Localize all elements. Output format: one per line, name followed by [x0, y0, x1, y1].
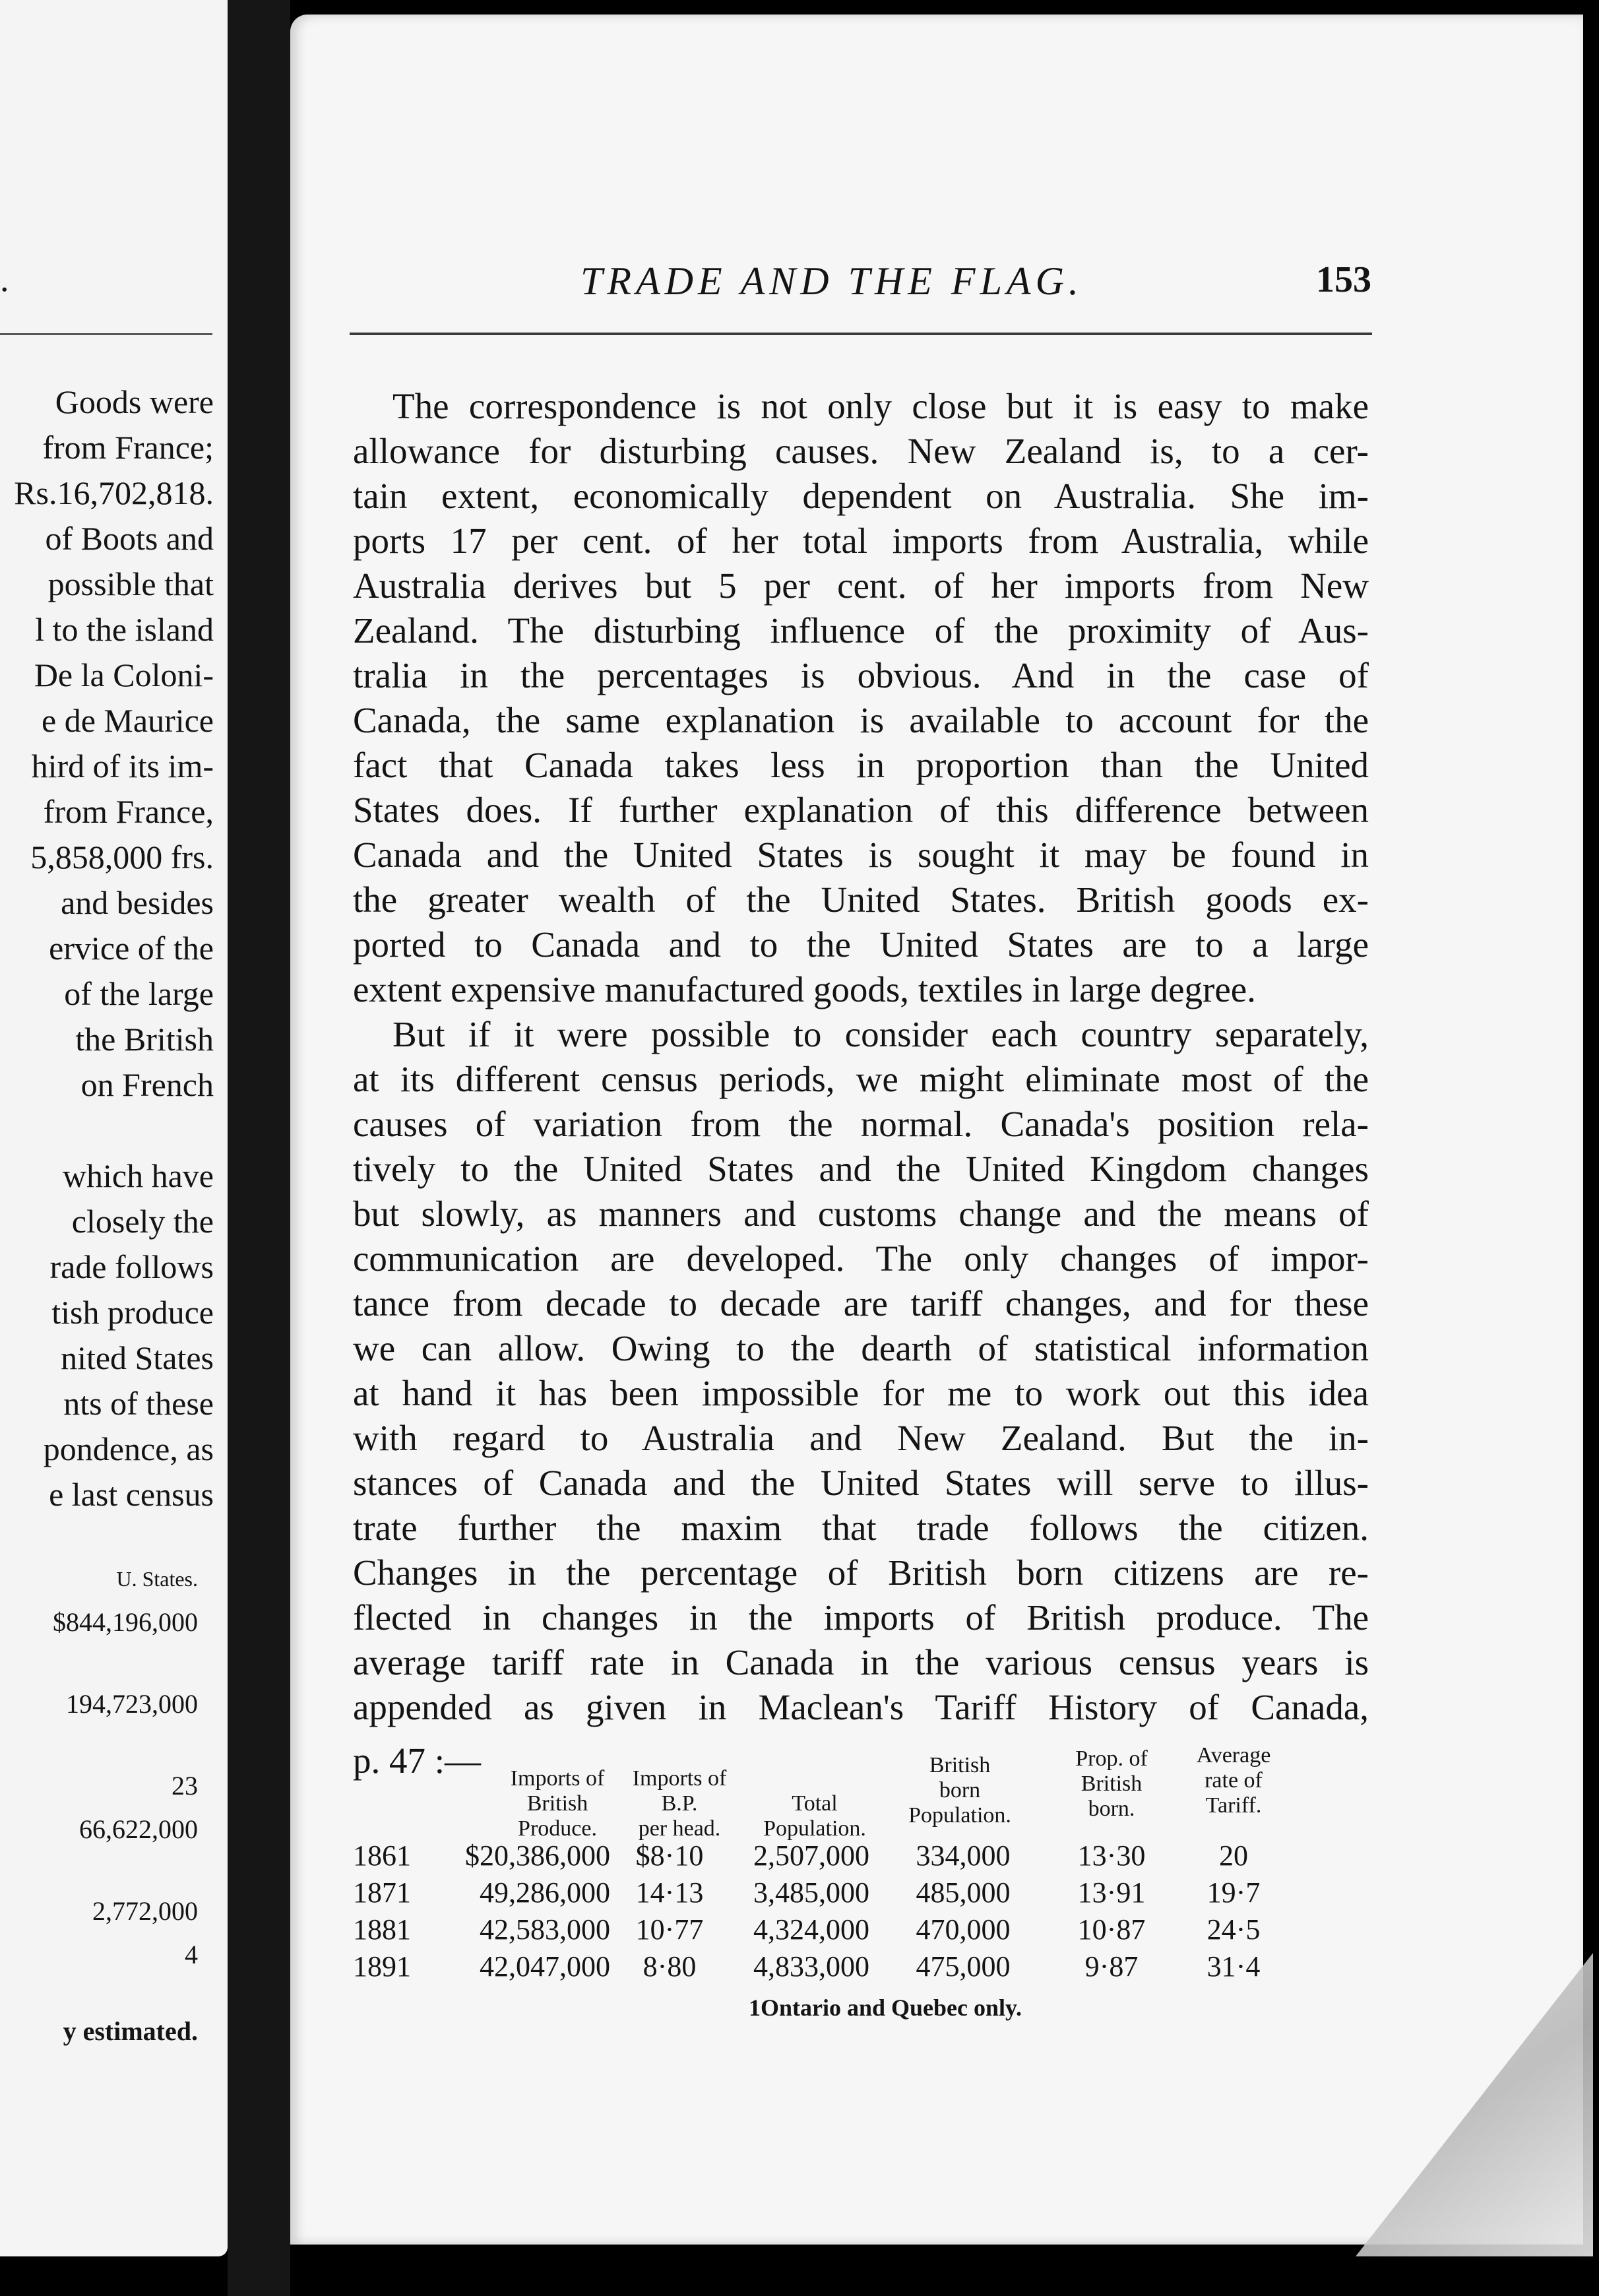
text-line: tralia in the percentages is obvious. And in the case of	[353, 655, 1369, 695]
left-page-line: e last census	[49, 1476, 214, 1513]
left-page-line: rade follows	[49, 1248, 214, 1285]
left-page-line: nts of these	[63, 1385, 214, 1422]
text-line: ports 17 per cent. of her total imports from Australia, while	[353, 521, 1369, 561]
text-line: at its different census periods, we might eliminate most of the	[353, 1059, 1369, 1099]
left-page-table-row: 4	[185, 1940, 198, 1969]
text-line: communication are developed. The only changes of impor-	[353, 1238, 1369, 1279]
text-line: Changes in the percentage of British born citizens are re-	[353, 1552, 1369, 1593]
left-page-line: e de Maurice	[42, 702, 214, 739]
header-population: Total Population.	[763, 1791, 866, 1841]
text-line: flected in changes in the imports of British produce. The	[353, 1597, 1369, 1638]
left-page-line: on French	[80, 1066, 214, 1103]
text-line: tance from decade to decade are tariff changes, and for these	[353, 1283, 1369, 1323]
page-reference: p. 47 :—	[353, 1740, 482, 1781]
table-row: 1891 42,047,000 8·80 4,833,000 475,000 9·87 31·4	[353, 1950, 1261, 1983]
header-british-born: British born Population.	[908, 1753, 1011, 1828]
left-page-line: l to the island	[35, 611, 214, 648]
right-page	[290, 15, 1583, 2245]
left-page-line: possible that	[47, 565, 214, 602]
left-page-line: tish produce	[51, 1294, 214, 1331]
left-page-line: of Boots and	[45, 520, 214, 557]
text-line: but slowly, as manners and customs change and the means of	[353, 1194, 1369, 1234]
left-page-line: hird of its im-	[31, 748, 214, 784]
left-page-table-row: y estimated.	[63, 2016, 198, 2046]
left-page-line: Rs.16,702,818.	[14, 474, 214, 511]
text-line: Zealand. The disturbing influence of the proximity of Aus-	[353, 610, 1369, 651]
left-page-rule	[0, 333, 212, 335]
text-line: States does. If further explanation of this difference between	[353, 790, 1369, 830]
left-page-line	[0, 1108, 214, 1153]
tariff-table	[353, 1740, 1382, 2024]
book-spine	[228, 0, 290, 2296]
header-per-head: Imports of B.P. per head.	[632, 1766, 727, 1841]
left-page-line: Goods were	[55, 383, 214, 420]
left-page-line: pondence, as	[43, 1430, 214, 1467]
text-line: stances of Canada and the United States will serve to illus-	[353, 1463, 1369, 1503]
left-page-table-row	[0, 1726, 198, 1764]
left-page-table-row: 66,622,000	[79, 1814, 198, 1844]
text-line: with regard to Australia and New Zealand. But the in-	[353, 1418, 1369, 1458]
left-page-mark: .	[0, 259, 9, 299]
left-page-line: of the large	[64, 975, 214, 1012]
text-line: average tariff rate in Canada in the various census years is	[353, 1642, 1369, 1682]
left-page-line: De la Coloni-	[34, 656, 214, 693]
text-line: fact that Canada takes less in proportion than the United	[353, 745, 1369, 785]
left-page-line: 5,858,000 frs.	[30, 839, 214, 876]
text-line: But if it were possible to consider each country separately,	[392, 1014, 1369, 1054]
body-text	[353, 384, 1369, 1730]
text-line: Canada, the same explanation is available to account for the	[353, 700, 1369, 740]
left-page-table-row	[0, 1851, 198, 1890]
header-tariff: Average rate of Tariff.	[1196, 1743, 1271, 1818]
text-line: at hand it has been impossible for me to work out this idea	[353, 1373, 1369, 1413]
table-footnote: 1Ontario and Quebec only.	[749, 1994, 1022, 2021]
left-page-line: and besides	[61, 884, 214, 921]
left-page-table-row	[0, 1644, 198, 1682]
text-line: trate further the maxim that trade follows the citizen.	[353, 1508, 1369, 1548]
left-page-line: ervice of the	[49, 930, 214, 967]
table-row: 1881 42,583,000 10·77 4,324,000 470,000 10·87 24·5	[353, 1913, 1261, 1946]
left-page	[0, 0, 228, 2256]
text-line: appended as given in Maclean's Tariff History of Canada,	[353, 1687, 1369, 1727]
left-page-text	[0, 379, 214, 1517]
left-page-table-row: 2,772,000	[92, 1896, 198, 1926]
header-imports: Imports of British Produce.	[510, 1766, 605, 1841]
text-line: causes of variation from the normal. Canada's position rela-	[353, 1104, 1369, 1144]
text-line: tively to the United States and the United Kingdom changes	[353, 1149, 1369, 1189]
text-line: tain extent, economically dependent on Australia. She im-	[353, 476, 1369, 516]
left-page-table-row: U. States.	[116, 1567, 198, 1591]
text-line: allowance for disturbing causes. New Zealand is, to a cer-	[353, 431, 1369, 471]
left-page-table-row	[0, 1977, 198, 2010]
left-page-line: the British	[75, 1021, 214, 1058]
text-line: Australia derives but 5 per cent. of her imports from New	[353, 565, 1369, 606]
text-line: the greater wealth of the United States. British goods ex-	[353, 879, 1369, 920]
page-number: 153	[1316, 259, 1371, 300]
running-title: TRADE AND THE FLAG.	[580, 259, 1083, 303]
text-line: ported to Canada and to the United States are to a large	[353, 924, 1369, 965]
left-page-line: from France;	[42, 429, 214, 466]
left-page-line: which have	[62, 1157, 214, 1194]
table-row: 1861 $20,386,000 $8·10 2,507,000 334,000 13·30 20	[353, 1839, 1248, 1872]
left-page-table-row: 194,723,000	[66, 1689, 198, 1719]
table-row: 1871 49,286,000 14·13 3,485,000 485,000 13·91 19·7	[353, 1876, 1261, 1909]
header-rule	[350, 333, 1372, 335]
left-page-line: from France,	[43, 793, 214, 830]
left-page-line: nited States	[61, 1339, 214, 1376]
text-line: extent expensive manufactured goods, textiles in large degree.	[353, 969, 1256, 1009]
text-line: Canada and the United States is sought it may be found in	[353, 835, 1369, 875]
left-page-table-row: 23	[172, 1771, 198, 1801]
left-page-table-row: $844,196,000	[53, 1607, 198, 1637]
left-page-line: closely the	[71, 1203, 214, 1240]
text-line: we can allow. Owing to the dearth of statistical information	[353, 1328, 1369, 1368]
left-page-table	[0, 1557, 198, 2053]
header-prop: Prop. of British born.	[1075, 1746, 1148, 1821]
page-header	[290, 15, 1583, 344]
text-line: The correspondence is not only close but it is easy to make	[392, 386, 1369, 426]
